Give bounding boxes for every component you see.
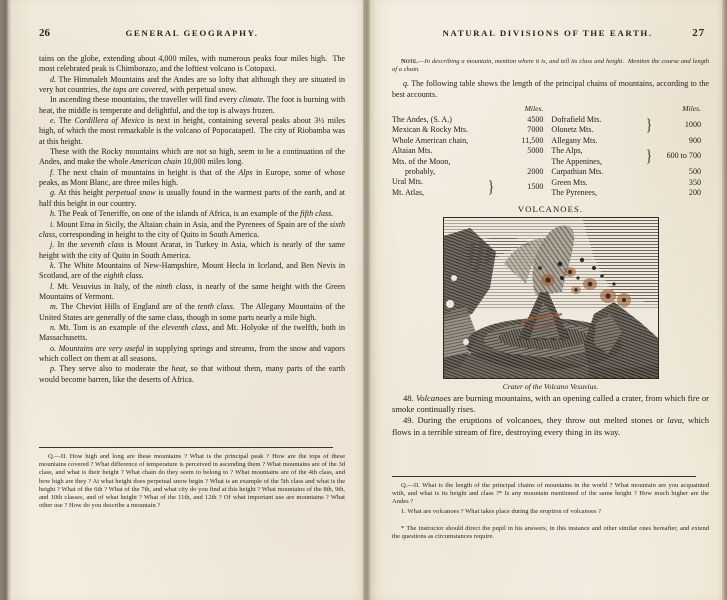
chain-name: Altaian Mts. bbox=[392, 146, 433, 156]
chain-name: The Appenines, bbox=[551, 156, 602, 166]
right-folio: 27 bbox=[692, 27, 705, 39]
table-row bbox=[392, 146, 551, 156]
left-folio: 26 bbox=[39, 27, 50, 39]
paragraph: k. The White Mountains of New-Hampshire, Mount Hecla in Iceland, and Ben Nevis in Scotland, are of the eighth class. bbox=[39, 260, 345, 281]
footnote-rule bbox=[392, 476, 696, 477]
table-row bbox=[551, 136, 709, 146]
chain-length: 2000 bbox=[527, 167, 544, 177]
paragraph: i. Mount Etna in Sicily, the Altaian chain in Asia, and the Pyrenees of Spain are of the sixth class, corresponding in height to the city of Quito in South America. bbox=[39, 219, 345, 239]
paragraph: l. Mt. Vesuvius in Italy, of the ninth class, is nearly of the same height with the Green Mountains of Vermont. bbox=[39, 281, 345, 301]
paragraph: m. The Cheviot Hills of England are of the tenth class. The Allegany Mountains of the United States are generally of the same class, though in some parts nearly a mile high. bbox=[39, 302, 345, 322]
volcano-figure bbox=[392, 217, 709, 379]
miles-header-left: Miles. bbox=[524, 104, 544, 114]
right-page bbox=[370, 0, 727, 600]
miles-header-right: Miles. bbox=[682, 104, 701, 114]
table-row bbox=[392, 136, 551, 146]
table-row bbox=[551, 167, 709, 177]
table-row bbox=[392, 157, 551, 167]
chain-name: Olonetz Mts. bbox=[551, 125, 594, 135]
chain-name: Dofrafield Mts. bbox=[551, 115, 602, 125]
chain-name: Carpathian Mts. bbox=[551, 167, 604, 177]
figure-section-title: VOLCANOES. bbox=[517, 203, 584, 214]
chain-length: 500 bbox=[688, 167, 701, 177]
brace-icon: } bbox=[645, 115, 652, 135]
table-right-column bbox=[551, 104, 709, 199]
chain-name: Mt. Atlas, bbox=[392, 187, 424, 197]
chain-length: 200 bbox=[688, 188, 701, 198]
paragraph: d. The Himmaleh Mountains and the Andes are so lofty that although they are situated in very hot countries, the tops are covered, with perpetual snow. bbox=[39, 74, 345, 95]
left-page bbox=[11, 0, 365, 600]
table-row bbox=[551, 188, 709, 198]
chain-length: 900 bbox=[688, 136, 701, 146]
paragraph: 48. Volcanoes are burning mountains, with an opening called a crater, from which fire or smoke continually rises. bbox=[392, 392, 710, 415]
paragraph: j. In the seventh class is Mount Ararat, in Turkey in Asia, which is nearly of the same height with the city of Quito in South America. bbox=[39, 240, 345, 260]
table-braced-group bbox=[551, 115, 709, 136]
table-row bbox=[392, 125, 551, 135]
right-running-head: NATURAL DIVISIONS OF THE EARTH. bbox=[442, 28, 653, 38]
brace-icon: } bbox=[488, 177, 495, 197]
paragraph: 49. During the eruptions of volcanoes, they throw out melted stones or lava, which flows in a terrible stream of fire, destroying every thing in its way. bbox=[392, 415, 709, 437]
chain-name: Ural Mts. bbox=[392, 177, 423, 187]
chain-length: 4500 bbox=[527, 115, 544, 125]
brace-icon: } bbox=[645, 146, 652, 166]
paragraph: n. Mt. Tom is an example of the eleventh class, and Mt. Holyoke of the twelfth, both in Massachusetts. bbox=[39, 322, 345, 343]
paragraph: o. Mountains are very useful in supplying springs and streams, from the snow and vapors which collect on them at all seasons. bbox=[39, 343, 345, 363]
chain-length: 11,500 bbox=[521, 135, 544, 145]
chain-name: The Pyrenees, bbox=[551, 188, 597, 198]
mountain-chains-table bbox=[392, 104, 709, 199]
left-running-head: GENERAL GEOGRAPHY. bbox=[125, 28, 259, 38]
table-left-column bbox=[392, 104, 551, 199]
intro-paragraph: q. The following table shows the length of the principal chains of mountains, according to the best accounts. bbox=[392, 79, 709, 99]
page-edge-right bbox=[722, 0, 727, 600]
chain-length: 1000 bbox=[684, 120, 701, 130]
right-questions-2: 1. What are volcanoes ? What takes place during the eruption of volcanoes ? bbox=[401, 507, 602, 515]
chain-name: The Andes, (S. A.) bbox=[392, 115, 452, 125]
chain-length: 600 to 700 bbox=[666, 151, 701, 161]
right-page-header bbox=[392, 27, 705, 39]
chain-length: 7000 bbox=[527, 125, 544, 135]
table-braced-group bbox=[551, 146, 709, 167]
paragraph: In ascending these mountains, the traveller will find every climate. The foot is burning with heat, the middle is temperate and delightful, and the top is always frozen. bbox=[39, 95, 346, 115]
chain-length: 5000 bbox=[527, 146, 544, 156]
left-body-text bbox=[39, 54, 345, 385]
paragraph: h. The Peak of Teneriffe, on one of the islands of Africa, is an example of the fifth class. bbox=[50, 209, 334, 219]
chain-name: probably, bbox=[405, 167, 436, 177]
table-row bbox=[551, 178, 709, 188]
paragraph: f. The next chain of mountains in height is that of the Alps in Europe, some of whose peaks, as Mont Blanc, are three miles high. bbox=[39, 167, 345, 188]
table-row bbox=[392, 115, 551, 125]
paragraph: p. They serve also to moderate the heat, so that without them, many parts of the earth would become barren, like the deserts of Africa. bbox=[39, 364, 346, 384]
paragraph: g. At this height perpetual snow is usually found in the warmest parts of the earth, and at half this height in our country. bbox=[39, 188, 346, 208]
footnote-rule bbox=[39, 447, 333, 448]
table-braced-group bbox=[392, 177, 551, 198]
paragraph: tains on the globe, extending about 4,000 miles, with numerous peaks four miles high. The most celebrated peak is Chimborazo, and the loftiest volcano is Cotopaxi. bbox=[39, 54, 345, 74]
chain-name: Mexican & Rocky Mts. bbox=[392, 125, 468, 135]
chain-name: The Alps, bbox=[551, 146, 583, 156]
left-questions: Q.—II. How high and long are these mountains ? What is the principal peak ? How are the tops of these mountains covered ? What difference of temperature is perceived in ascending them ? What mountains are of the 3d class, and what is their height ? What chain do they seem to belong to ? What mountains are of the 4th class, and how high are they ? At what height does perpetual snow begin ? What is an example of the 5th class and what is the height ? What of the 6th ? What of the 7th, and what city do you find at this height ? What mountains of the 8th, 9th, and 10th classes, and of what height ? What of the 11th, and 12th ? Of what important use are mountains ? What other use ? How do you describe a mountain ? bbox=[39, 453, 345, 510]
chain-name: Allegany Mts. bbox=[551, 136, 598, 146]
chain-name: Whole American chain, bbox=[392, 135, 469, 145]
vesuvius-engraving-icon bbox=[443, 217, 659, 379]
table-row bbox=[392, 167, 551, 177]
note-paragraph: Note.—In describing a mountain, mention where it is, and tell its class and height. Mention the course and length of a chain. bbox=[392, 58, 709, 74]
left-page-header bbox=[39, 27, 345, 39]
chain-length: 350 bbox=[688, 177, 701, 187]
right-questions: Q.—II. What is the length of the principal chains of mountains in the world ? What mountain are you acquainted with, and what is its height and class ?* Is any mountain mentioned of the same height ? How much higher are the Andes ? bbox=[392, 482, 709, 506]
paragraph: These with the Rocky mountains which are not so high, seem to be a continuation of the Andes, and make the whole American chain 10,000 miles long. bbox=[39, 147, 345, 167]
figure-caption: Crater of the Volcano Vesuvius. bbox=[502, 381, 599, 391]
instructor-footnote: * The instructor should direct the pupil in his answers, in this instance and other similar ones hereafter, and extend the questions as circumstances require. bbox=[392, 524, 709, 541]
chain-name: Mts. of the Moon, bbox=[392, 156, 451, 166]
paragraph: e. The Cordillera of Mexico is next in height, containing several peaks about 3½ miles high, of which the most remarkable is the volcano of Popocatapetl. The city of Riobamba was at this height. bbox=[39, 116, 346, 146]
chain-name: Green Mts. bbox=[551, 177, 588, 187]
chain-length: 1500 bbox=[527, 182, 544, 192]
